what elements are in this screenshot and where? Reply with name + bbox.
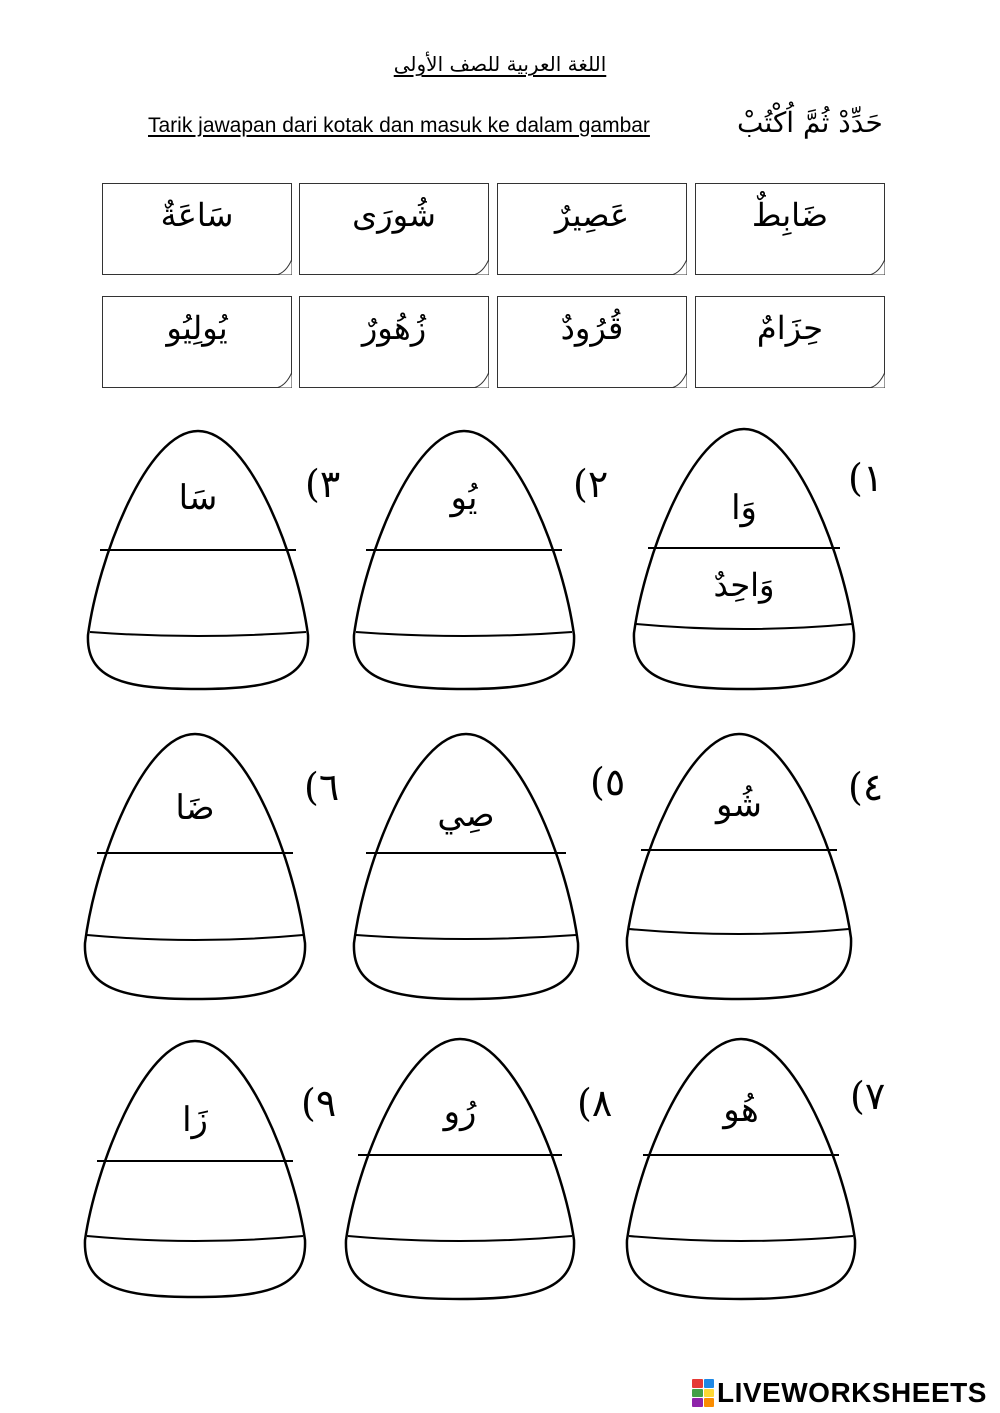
- question-number: (٧: [850, 1074, 886, 1118]
- page-curl-icon: [473, 259, 489, 275]
- egg-syllable: وَا: [731, 488, 757, 528]
- question-number: (٦: [304, 765, 340, 809]
- question-number: (٤: [848, 765, 884, 809]
- question-number: (٥: [590, 760, 626, 804]
- instruction-latin: Tarik jawapan dari kotak dan masuk ke dalam gambar: [148, 114, 650, 137]
- word-card-label: قُرُودٌ: [560, 309, 624, 347]
- egg-outline: [352, 430, 576, 690]
- word-card-label: يُولِيُو: [166, 309, 228, 347]
- worksheet-title: [0, 52, 1000, 76]
- word-card[interactable]: [299, 183, 489, 275]
- egg-syllable: سَا: [178, 478, 218, 518]
- word-card[interactable]: [497, 296, 687, 388]
- egg-syllable: يُو: [450, 478, 478, 518]
- egg-shape: [632, 428, 856, 690]
- egg-answer-slot[interactable]: وَاحِدٌ: [713, 566, 775, 604]
- question-number: (٨: [577, 1081, 613, 1125]
- word-card[interactable]: [102, 183, 292, 275]
- egg-shape: [83, 1040, 307, 1298]
- egg-outline: [625, 733, 853, 1000]
- word-card[interactable]: [695, 183, 885, 275]
- logo-text: LIVEWORKSHEETS: [717, 1377, 987, 1408]
- word-card-label: سَاعَةٌ: [160, 196, 234, 234]
- egg-shape: [86, 430, 310, 690]
- egg-shape: [352, 430, 576, 690]
- egg-outline: [632, 428, 856, 690]
- word-card-label: زُهُورٌ: [361, 309, 427, 347]
- question-number: (١: [848, 456, 884, 500]
- question-number: (٣: [305, 462, 341, 506]
- word-card-label: شُورَى: [352, 196, 436, 234]
- egg-shape: [83, 733, 307, 1000]
- egg-shape: [625, 1038, 857, 1300]
- egg-outline: [625, 1038, 857, 1300]
- word-card[interactable]: [695, 296, 885, 388]
- egg-syllable: رُو: [443, 1092, 477, 1132]
- page-curl-icon: [473, 372, 489, 388]
- egg-shape: [344, 1038, 576, 1300]
- page-curl-icon: [276, 259, 292, 275]
- word-card-label: ضَابِطٌ: [751, 196, 829, 234]
- word-card[interactable]: [497, 183, 687, 275]
- egg-shape: [625, 733, 853, 1000]
- egg-syllable: هُو: [723, 1090, 759, 1130]
- egg-outline: [83, 733, 307, 1000]
- egg-outline: [352, 733, 580, 1000]
- word-card-label: حِزَامٌ: [756, 309, 824, 347]
- egg-outline: [86, 430, 310, 690]
- egg-outline: [344, 1038, 576, 1300]
- page-curl-icon: [276, 372, 292, 388]
- egg-syllable: زَا: [182, 1100, 208, 1140]
- page-curl-icon: [869, 259, 885, 275]
- question-number: (٢: [573, 462, 609, 506]
- page-curl-icon: [671, 372, 687, 388]
- word-card-label: عَصِيرٌ: [554, 196, 630, 234]
- logo-mark-icon: [692, 1379, 714, 1407]
- page-curl-icon: [869, 372, 885, 388]
- egg-shape: [352, 733, 580, 1000]
- egg-syllable: صِي: [437, 795, 495, 835]
- liveworksheets-logo: [692, 1376, 987, 1410]
- page-curl-icon: [671, 259, 687, 275]
- egg-syllable: شُو: [715, 785, 763, 825]
- egg-outline: [83, 1040, 307, 1298]
- word-card[interactable]: [299, 296, 489, 388]
- instruction-arabic: حَدِّدْ ثُمَّ اُكْتُبْ: [737, 106, 883, 139]
- word-card[interactable]: [102, 296, 292, 388]
- question-number: (٩: [301, 1081, 337, 1125]
- worksheet-title-text: اللغة العربية للصف الأولى: [393, 52, 607, 76]
- egg-syllable: ضَا: [175, 788, 215, 828]
